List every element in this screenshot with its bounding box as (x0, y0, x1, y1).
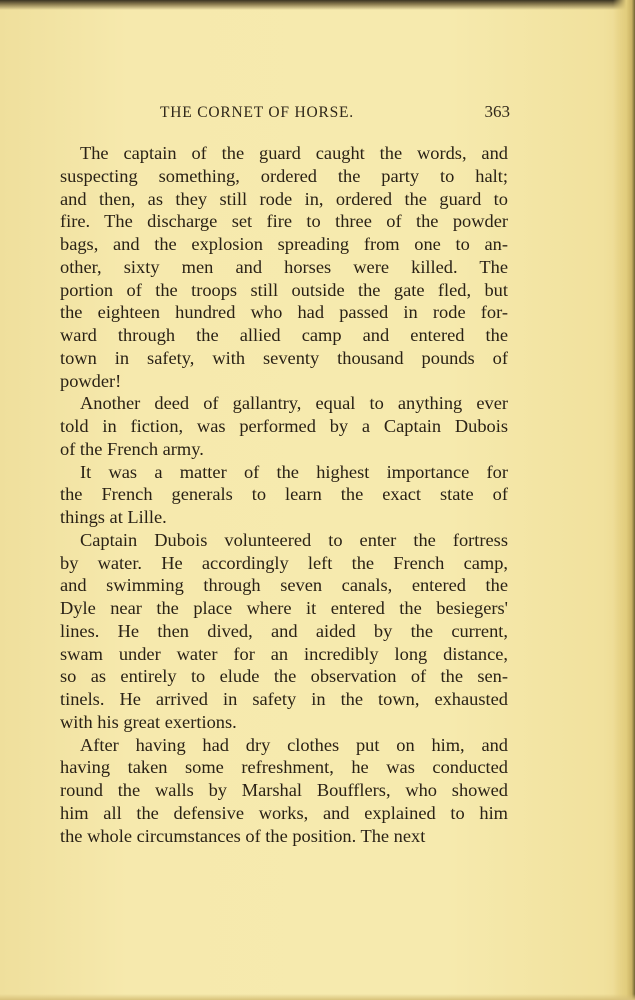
text-line: Another deed of gallantry, equal to anything ever (80, 393, 508, 414)
text-line: of the French army. (60, 438, 204, 459)
text-line: Captain Dubois volunteered to enter the fortress (80, 529, 508, 550)
paragraph (60, 529, 508, 734)
running-head: THE CORNET OF HORSE. (160, 104, 354, 121)
text-line: tinels. He arrived in safety in the town, exhausted (60, 689, 508, 709)
text-line: the eighteen hundred who had passed in rode for- (60, 302, 508, 323)
page-bottom-edge (0, 994, 635, 1000)
text-line: him all the defensive works, and explained to him (60, 802, 508, 823)
text-line: told in fiction, was performed by a Captain Dubois (60, 416, 508, 436)
page-number: 363 (484, 102, 510, 121)
text-line: having taken some refreshment, he was conducted (60, 757, 508, 778)
text-line: other, sixty men and horses were killed. The (60, 256, 508, 277)
text-line: and swimming through seven canals, entered the (60, 575, 508, 596)
text-line: town in safety, with seventy thousand pounds of (60, 347, 508, 368)
text-line: fire. The discharge set fire to three of the powder (60, 211, 508, 232)
text-line: Dyle near the place where it entered the besiegers' (60, 598, 508, 618)
text-line: powder! (60, 370, 122, 391)
page-header (160, 104, 510, 124)
text-line: bags, and the explosion spreading from one to an- (60, 234, 508, 254)
text-line: ward through the allied camp and entered the (60, 325, 508, 345)
paragraph (60, 142, 508, 392)
page-top-shadow (0, 0, 635, 10)
paragraph (60, 734, 508, 848)
text-line: the French generals to learn the exact state of (60, 484, 508, 505)
text-line: swam under water for an incredibly long distance, (60, 643, 508, 664)
text-line: so as entirely to elude the observation of the sen- (60, 666, 508, 687)
text-line: lines. He then dived, and aided by the current, (60, 620, 508, 641)
text-line: round the walls by Marshal Boufflers, who showed (60, 780, 508, 800)
text-line: portion of the troops still outside the gate fled, but (60, 279, 508, 300)
text-line: by water. He accordingly left the French camp, (60, 552, 508, 573)
text-line: the whole circumstances of the position. The next (60, 825, 426, 846)
text-line: suspecting something, ordered the party to halt; (60, 165, 508, 186)
paragraph (60, 461, 508, 529)
text-line: After having had dry clothes put on him, and (80, 734, 508, 755)
text-line: It was a matter of the highest importance for (80, 461, 508, 482)
paragraph (60, 392, 508, 460)
body-text (60, 142, 508, 847)
page-binding-edge (613, 0, 635, 1000)
text-line: with his great exertions. (60, 711, 237, 732)
text-line: The captain of the guard caught the words, and (80, 143, 508, 163)
text-line: things at Lille. (60, 507, 167, 527)
text-line: and then, as they still rode in, ordered the guard to (60, 188, 508, 209)
